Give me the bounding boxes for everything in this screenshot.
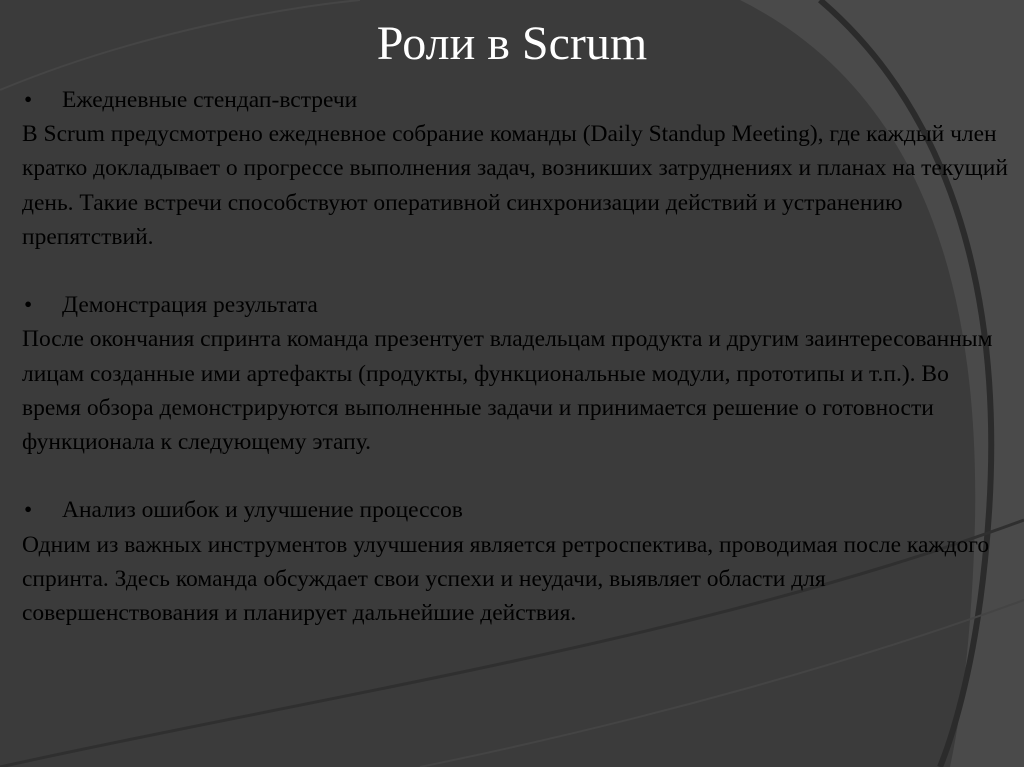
bullet-icon: • <box>24 497 33 524</box>
bullet-icon: • <box>24 87 33 113</box>
slide-title: Роли в Scrum <box>376 17 648 70</box>
bullet-icon: • <box>24 292 33 319</box>
section-heading-line <box>22 493 1012 527</box>
section-heading: Ежедневные стендап-встречи <box>62 87 358 113</box>
section-heading: Анализ ошибок и улучшение процессов <box>62 497 463 524</box>
section-text: Одним из важных инструментов улучшения является ретроспектива, проводимая после каждого спринта. Здесь команда обсуждает свои успехи и неудачи, выявляет области для совершенствования и планирует дальнейшие действия. <box>22 531 990 627</box>
slide-content <box>22 83 1012 664</box>
section-heading: Демонстрация результата <box>62 292 318 319</box>
section-text: В Scrum предусмотрено ежедневное собрание команды (Daily Standup Meeting), где каждый член кратко докладывает о прогрессе выполнения задач, возникших затруднениях и планах на текущий день. Такие встречи способствуют оперативной синхронизации действий и устранению препятствий. <box>22 121 1008 250</box>
section-retrospective <box>22 493 1012 630</box>
section-daily-standup <box>22 83 1012 254</box>
section-heading-line <box>22 83 1012 117</box>
section-demo <box>22 288 1012 459</box>
section-text: После окончания спринта команда презентует владельцам продукта и другим заинтересованным лицам созданные ими артефакты (продукты, функциональные модули, прототипы и т.п.). Во время обзора демонстрируются выполненные задачи и принимается решение о готовности функционала к следующему этапу. <box>22 326 993 456</box>
section-heading-line <box>22 288 1012 322</box>
